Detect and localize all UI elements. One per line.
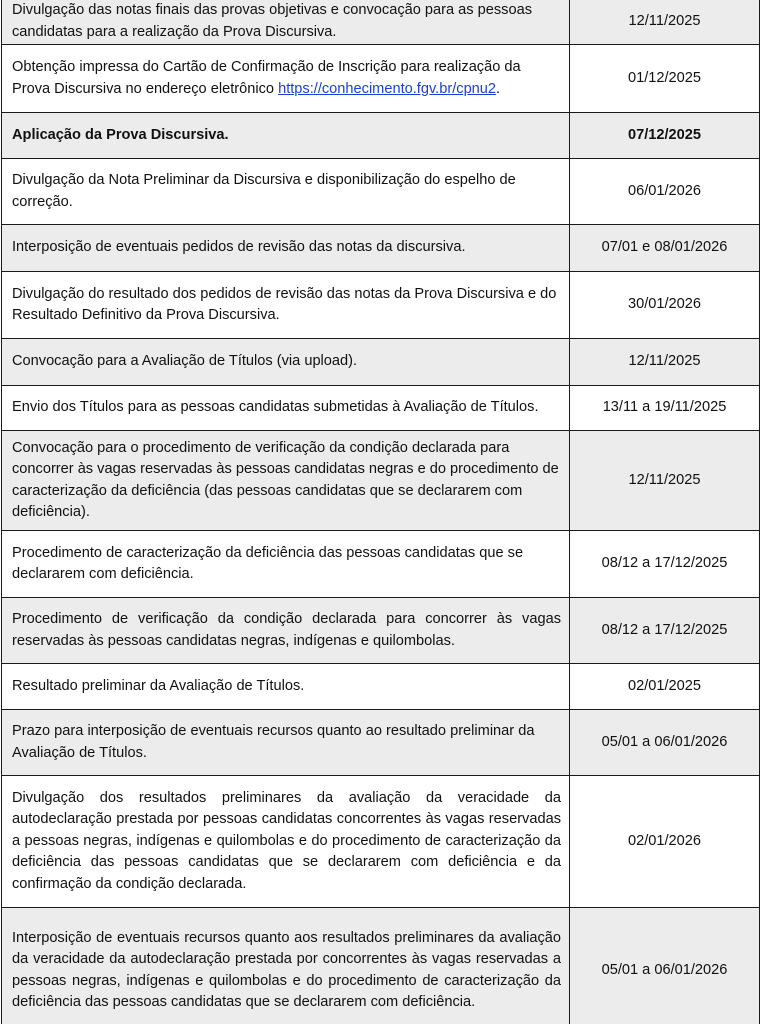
- fgv-link[interactable]: https://conhecimento.fgv.br/cpnu2: [278, 80, 497, 97]
- event-description: Divulgação dos resultados preliminares da avaliação da veracidade da autodeclaração prestada por pessoas candidatas concorrentes às vagas reservadas a pessoas negras, indígenas e quilombolas e do procedimento de caracterização da deficiência das pessoas candidatas que se declararem com deficiência e da confirmação da condição declarada.: [2, 776, 570, 908]
- event-description: Convocação para a Avaliação de Títulos (via upload).: [2, 339, 570, 386]
- event-date: 12/11/2025: [570, 431, 760, 531]
- table-row: [2, 225, 760, 272]
- table-row: [2, 431, 760, 531]
- table-row: [2, 710, 760, 776]
- table-row: [2, 339, 760, 386]
- event-description: Procedimento de verificação da condição declarada para concorrer às vagas reservadas às pessoas candidatas negras, indígenas e quilombolas.: [2, 598, 570, 664]
- event-date: 05/01 a 06/01/2026: [570, 710, 760, 776]
- event-date: 08/12 a 17/12/2025: [570, 598, 760, 664]
- table-row: [2, 45, 760, 113]
- table-row: [2, 664, 760, 710]
- event-date: 06/01/2026: [570, 159, 760, 225]
- event-date: 08/12 a 17/12/2025: [570, 531, 760, 598]
- event-description: Procedimento de caracterização da deficiência das pessoas candidatas que se declararem com deficiência.: [2, 531, 570, 598]
- table-row: [2, 908, 760, 1024]
- event-description: Interposição de eventuais pedidos de revisão das notas da discursiva.: [2, 225, 570, 272]
- event-date: 12/11/2025: [570, 339, 760, 386]
- table-row: [2, 272, 760, 339]
- event-description: Prazo para interposição de eventuais recursos quanto ao resultado preliminar da Avaliação de Títulos.: [2, 710, 570, 776]
- schedule-table: [1, 0, 760, 1024]
- event-date: 13/11 a 19/11/2025: [570, 386, 760, 431]
- table-row: [2, 776, 760, 908]
- event-description: Divulgação do resultado dos pedidos de revisão das notas da Prova Discursiva e do Resultado Definitivo da Prova Discursiva.: [2, 272, 570, 339]
- event-date: 01/12/2025: [570, 45, 760, 113]
- event-description: Convocação para o procedimento de verificação da condição declarada para concorrer às vagas reservadas às pessoas candidatas negras e do procedimento de caracterização da deficiência (das pessoas candidatas que se declararem com deficiência).: [2, 431, 570, 531]
- table-row: [2, 598, 760, 664]
- event-date: 30/01/2026: [570, 272, 760, 339]
- table-row: [2, 531, 760, 598]
- table-row: [2, 113, 760, 159]
- event-description: Divulgação das notas finais das provas objetivas e convocação para as pessoas candidatas para a realização da Prova Discursiva.: [2, 0, 570, 45]
- event-date: 02/01/2026: [570, 776, 760, 908]
- event-description: Envio dos Títulos para as pessoas candidatas submetidas à Avaliação de Títulos.: [2, 386, 570, 431]
- event-date: 07/01 e 08/01/2026: [570, 225, 760, 272]
- description-text: Obtenção impressa do Cartão de Confirmação de Inscrição para realização da Prova Discursiva no endereço eletrônico: [12, 59, 521, 97]
- event-description: Resultado preliminar da Avaliação de Títulos.: [2, 664, 570, 710]
- table-row: [2, 386, 760, 431]
- event-date: 07/12/2025: [570, 113, 760, 159]
- event-description: [2, 45, 570, 113]
- table-row: [2, 0, 760, 45]
- table-row: [2, 159, 760, 225]
- event-date: 12/11/2025: [570, 0, 760, 45]
- event-date: 05/01 a 06/01/2026: [570, 908, 760, 1024]
- description-text-end: .: [496, 80, 501, 97]
- event-description: Interposição de eventuais recursos quanto aos resultados preliminares da avaliação da veracidade da autodeclaração prestada por concorrentes às vagas reservadas a pessoas negras, indígenas e quilombolas e do procedimento de caracterização da deficiência das pessoas candidatas que se declararem com deficiência.: [2, 908, 570, 1024]
- event-description: Divulgação da Nota Preliminar da Discursiva e disponibilização do espelho de correção.: [2, 159, 570, 225]
- event-date: 02/01/2025: [570, 664, 760, 710]
- event-description: Aplicação da Prova Discursiva.: [2, 113, 570, 159]
